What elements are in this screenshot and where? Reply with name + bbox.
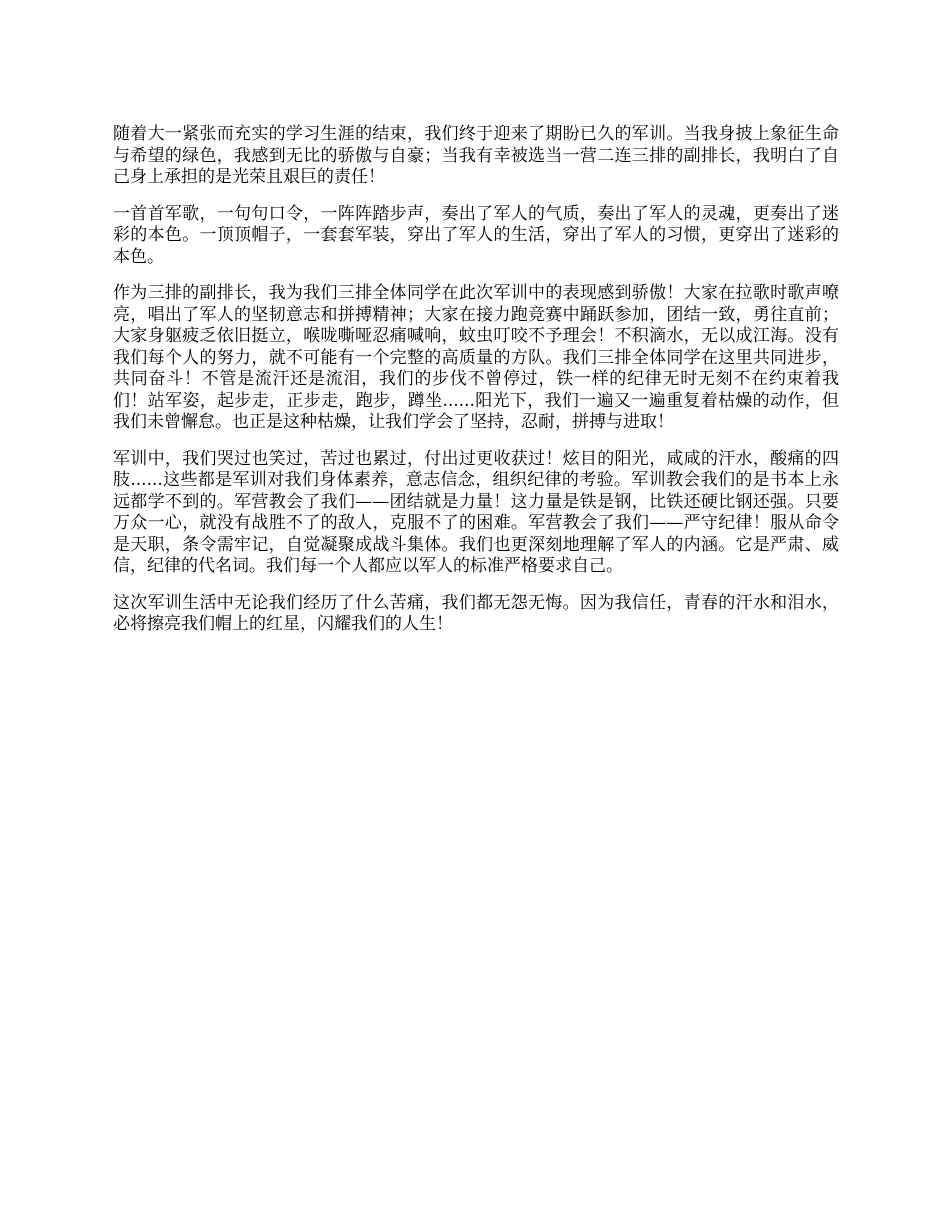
document-body <box>113 124 839 651</box>
paragraph-lessons-learned: 军训中，我们哭过也笑过，苦过也累过，付出过更收获过！炫目的阳光，咸咸的汗水，酸痛的四肢......这些都是军训对我们身体素养，意志信念，组织纪律的考验。军训教会我们的是书本上永远都学不到的。军营教会了我们——团结就是力量！这力量是铁是钢，比铁还硬比钢还强。只要万众一心，就没有战胜不了的敌人，克服不了的困难。军营教会了我们——严守纪律！服从命令是天职，条令需牢记，自觉凝聚成战斗集体。我们也更深刻地理解了军人的内涵。它是严肃、威信，纪律的代名词。我们每一个人都应以军人的标准严格要求自己。 <box>113 448 839 576</box>
paragraph-conclusion: 这次军训生活中无论我们经历了什么苦痛，我们都无怨无悔。因为我信任，青春的汗水和泪水，必将擦亮我们帽上的红星，闪耀我们的人生！ <box>113 592 839 634</box>
paragraph-platoon-pride: 作为三排的副排长，我为我们三排全体同学在此次军训中的表现感到骄傲！大家在拉歌时歌声嘹亮，唱出了军人的坚韧意志和拼搏精神；大家在接力跑竞赛中踊跃参加，团结一致，勇往直前；大家身躯疲乏依旧挺立，喉咙嘶哑忍痛喊响，蚊虫叮咬不予理会！不积滴水，无以成江海。没有我们每个人的努力，就不可能有一个完整的高质量的方队。我们三排全体同学在这里共同进步，共同奋斗！不管是流汗还是流泪，我们的步伐不曾停过，铁一样的纪律无时无刻不在约束着我们！站军姿，起步走，正步走，跑步，蹲坐......阳光下，我们一遍又一遍重复着枯燥的动作，但我们未曾懈怠。也正是这种枯燥，让我们学会了坚持，忍耐，拼搏与进取！ <box>113 283 839 432</box>
paragraph-intro: 随着大一紧张而充实的学习生涯的结束，我们终于迎来了期盼已久的军训。当我身披上象征生命与希望的绿色，我感到无比的骄傲与自豪；当我有幸被选当一营二连三排的副排长，我明白了自己身上承担的是光荣且艰巨的责任！ <box>113 124 839 187</box>
paragraph-songs-and-uniforms: 一首首军歌，一句句口令，一阵阵踏步声，奏出了军人的气质，奏出了军人的灵魂，更奏出了迷彩的本色。一顶顶帽子，一套套军装，穿出了军人的生活，穿出了军人的习惯，更穿出了迷彩的本色。 <box>113 203 839 267</box>
